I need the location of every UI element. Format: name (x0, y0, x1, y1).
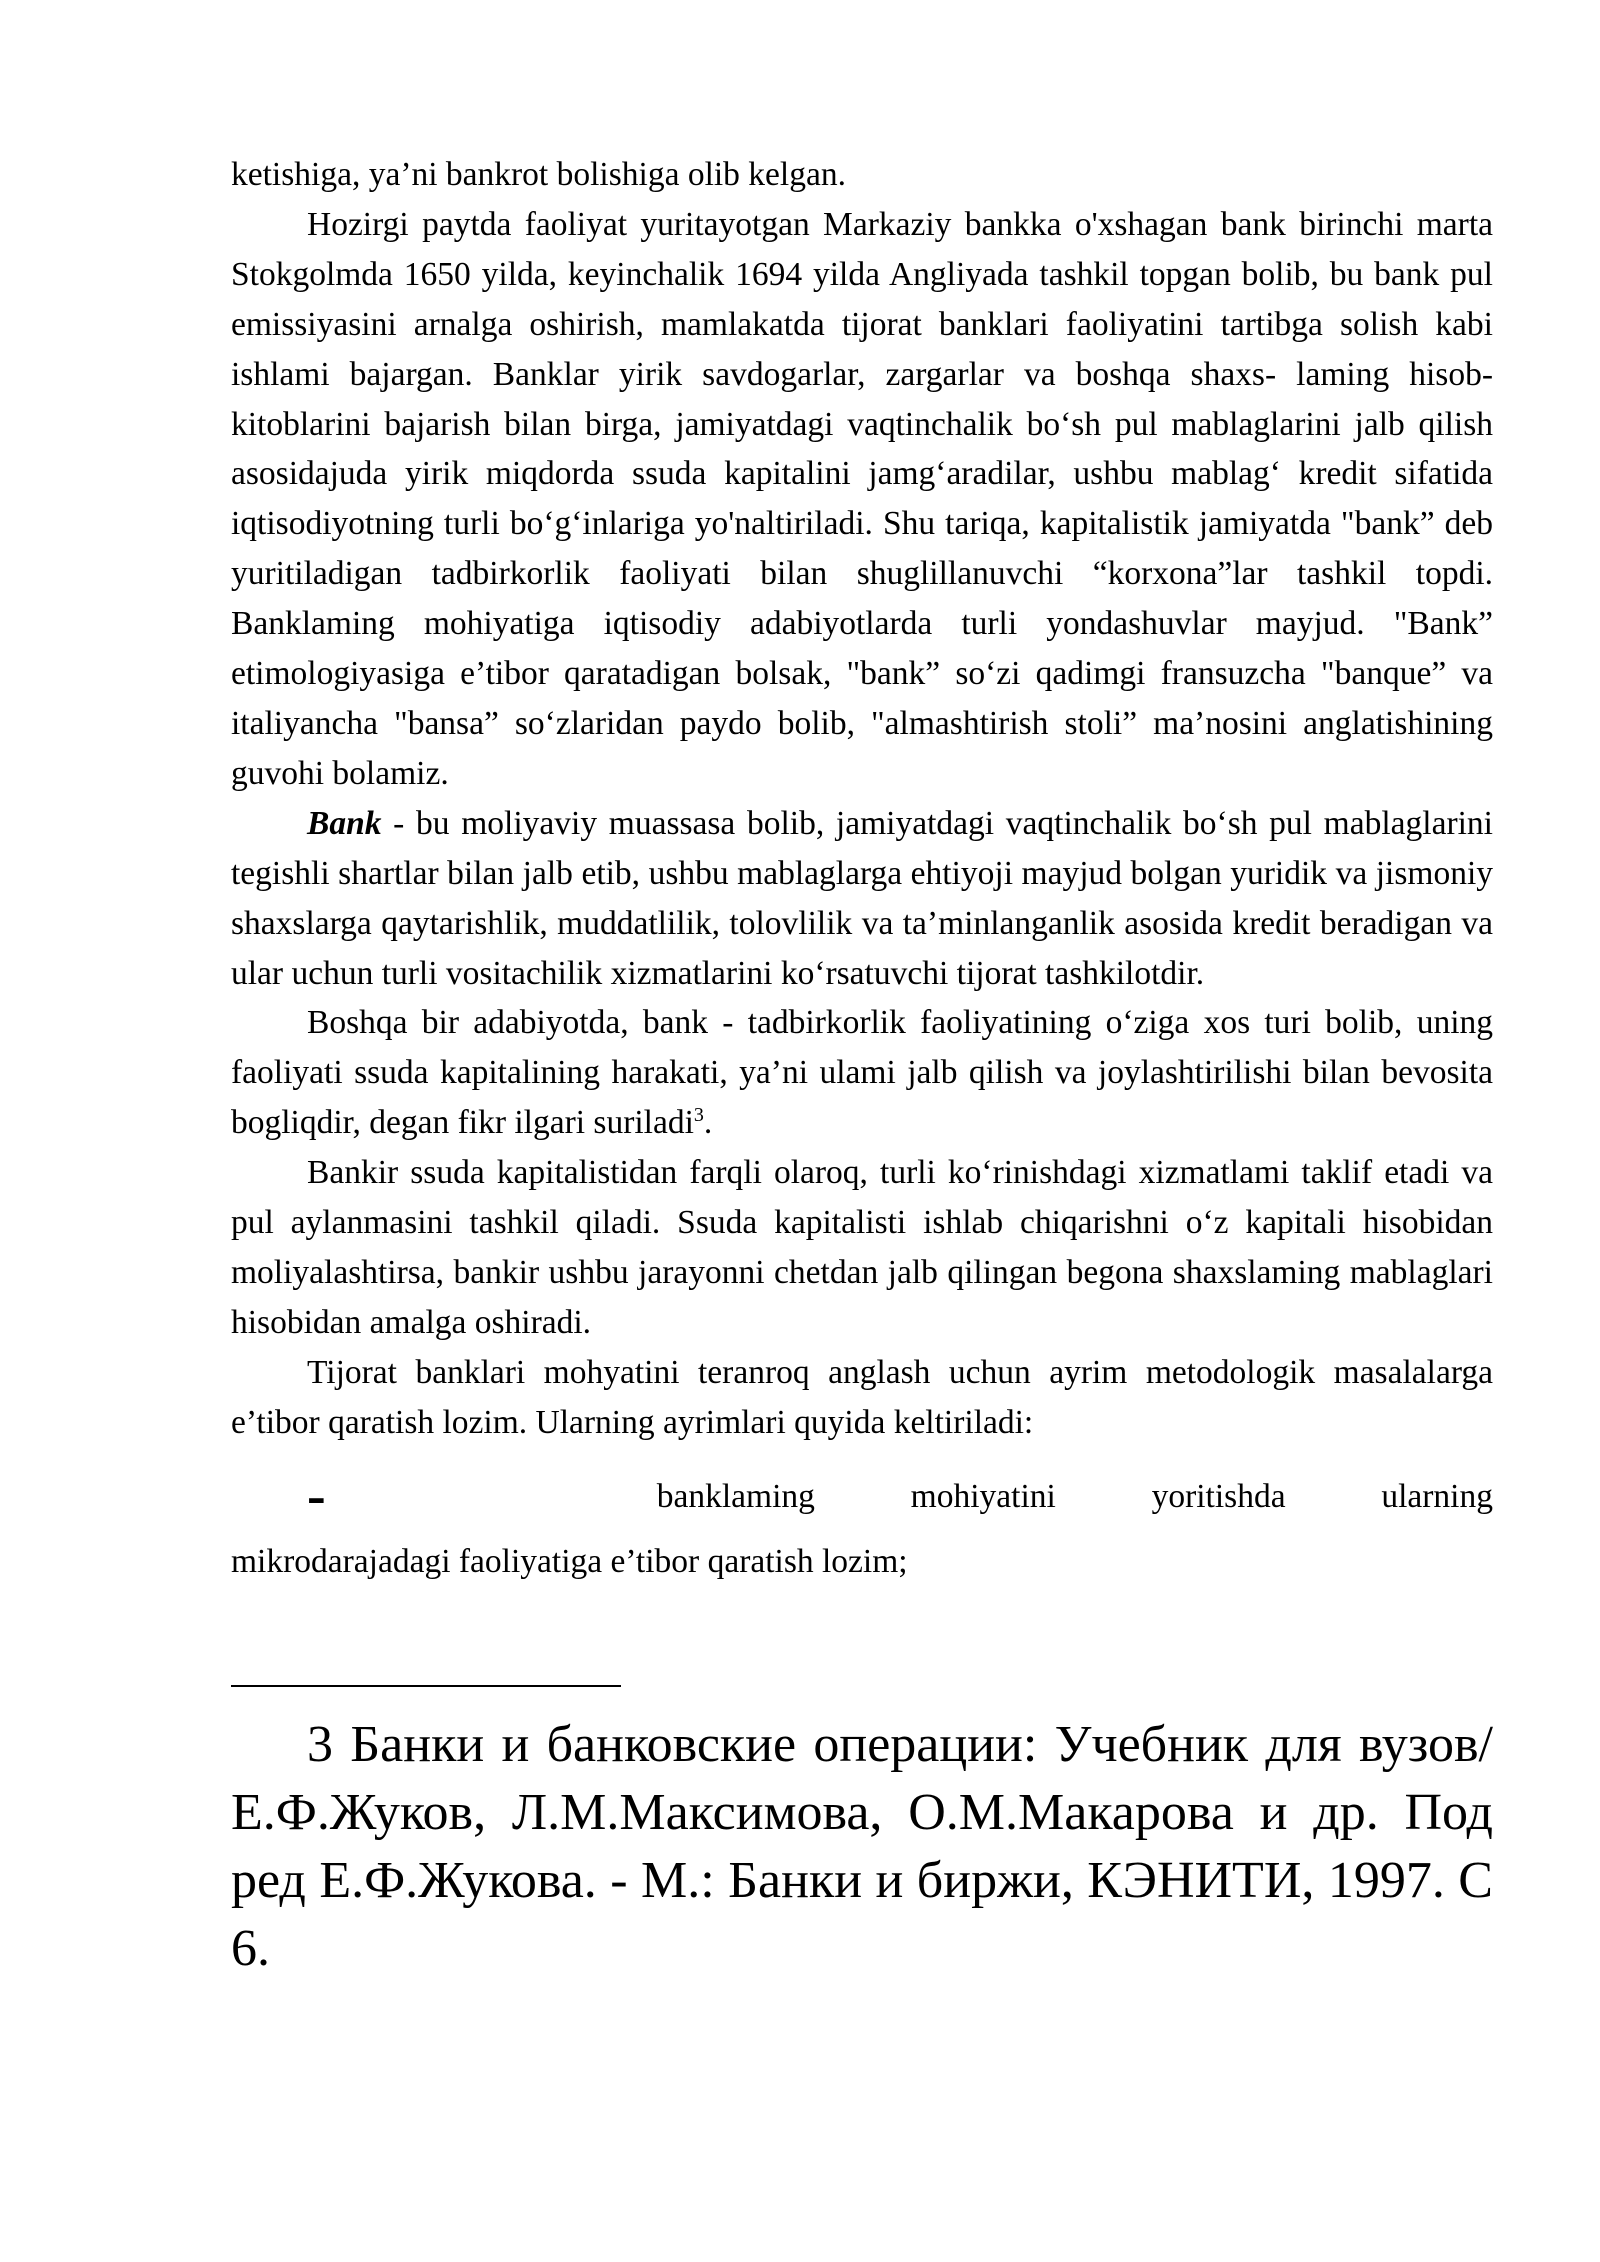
footnote-reference: 3 (693, 1104, 704, 1127)
list-word: ularning (1381, 1477, 1493, 1515)
paragraph-central-bank-history: Hozirgi paytda faoliyat yuritayotgan Markaziy bankka o'xshagan bank birinchi marta Stokgolmda 1650 yilda, keyinchalik 1694 yilda Angliyada tashkil topgan bolib, bu bank pul emissiyasini arnalga oshirish, mamlakatda tijorat banklari faoliyatini tartibga solish kabi ishlami bajargan. Banklar yirik savdogarlar, zargarlar va boshqa shaxs- laming hisob-kitoblarini bajarish bilan birga, jamiyatdagi vaqtinchalik bo‘sh pul mablaglarini jalb qilish asosidajuda yirik miqdorda ssuda kapitalini jamg‘aradilar, ushbu mablag‘ kredit sifatida iqtisodiyotning turli bo‘g‘inlariga yo'naltiriladi. Shu tariqa, kapitalistik jamiyatda "bank” deb yuritiladigan tadbirkorlik faoliyati bilan shuglillanuvchi “korxona”lar tashkil topdi. Banklaming mohiyatiga iqtisodiy adabiyotlarda turli yondashuvlar mayjud. "Bank” etimologiyasiga e’tibor qaratadigan bolsak, "bank” so‘zi qadimgi fransuzcha "banque” va italiyancha "bansa” so‘zlaridan paydo bolib, "almashtirish stoli” ma’nosini anglatishining guvohi bolamiz. (231, 205, 1493, 792)
alternative-view-text: Boshqa bir adabiyotda, bank - tadbirkorlik faoliyatining o‘ziga xos turi bolib, uning faoliyati ssuda kapitalining harakati, ya’ni ulami jalb qilish va joylashtirilishi bilan bevosita bogliqdir, degan fikr ilgari suriladi (231, 1004, 1493, 1142)
footnote: 3 Банки и банковские операции: Учебник для вузов/ Е.Ф.Жуков, Л.М.Максимова, О.М.Макарова и др. Под ред Е.Ф.Жукова. - М.: Банки и биржи, КЭНИТИ, 1997. С 6. (231, 1716, 1493, 1978)
paragraph-continuation: ketishiga, ya’ni bankrot bolishiga olib kelgan. (231, 156, 846, 193)
alternative-view-end: . (703, 1104, 713, 1142)
body-text (231, 150, 1493, 1448)
paragraph-bank-definition (231, 799, 1493, 999)
term-bank: Bank (307, 804, 382, 842)
list-dash-marker: - (307, 1465, 326, 1528)
paragraph-alternative-view (231, 998, 1493, 1148)
document-page (231, 150, 1493, 2035)
paragraph-banker-vs-capitalist: Bankir ssuda kapitalistidan farqli olaroq, turli ko‘rinishdagi xizmatlami taklif etadi va pul aylanmasini tashkil qiladi. Ssuda kapitalisti ishlab chiqarishni o‘z kapitali hisobidan moliyalashtirsa, bankir ushbu jarayonni chetdan jalb qilingan begona shaxslaming mablaglari hisobidan amalga oshiradi. (231, 1154, 1493, 1341)
paragraph-methodological-issues: Tijorat banklari mohyatini teranroq anglash uchun ayrim metodologik masalalarga e’tibor qaratish lozim. Ularning ayrimlari quyida keltiriladi: (231, 1353, 1493, 1441)
list-word: yoritishda (1151, 1477, 1286, 1515)
list-word: banklaming (656, 1477, 815, 1515)
list-word: mohiyatini (910, 1477, 1056, 1515)
list-item-continuation: mikrodarajadagi faoliyatiga e’tibor qaratish lozim; (231, 1543, 908, 1581)
bank-definition-text: - bu moliyaviy muassasa bolib, jamiyatdagi vaqtinchalik bo‘sh pul mablaglarini tegishli shartlar bilan jalb etib, ushbu mablaglarga ehtiyoji mayjud bolgan yuridik va jismoniy shaxslarga qaytarishlik, muddatlilik, tolovlilik va ta’minlanganlik asosida kredit beradigan va ular uchun turli vositachilik xizmatlarini ko‘rsatuvchi tijorat tashkilotdir. (231, 804, 1493, 992)
list-item-first-line (231, 1465, 1493, 1528)
footnote-separator (231, 1685, 621, 1687)
